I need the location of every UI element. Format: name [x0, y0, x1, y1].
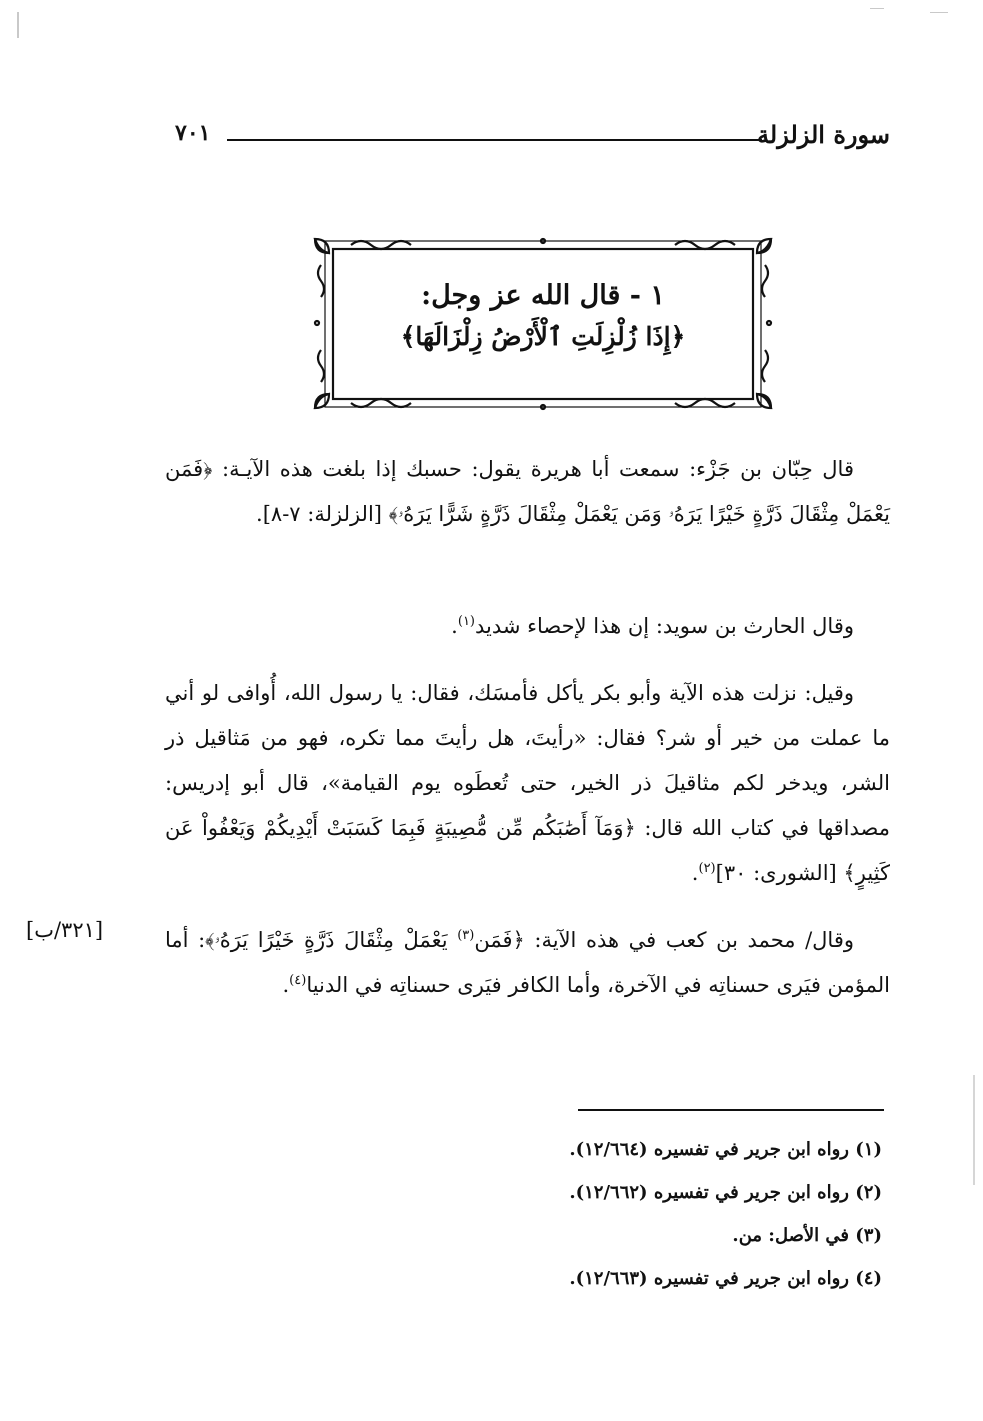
scan-edge-mark	[17, 12, 19, 38]
footnote-1: (١) رواه ابن جرير في تفسيره (١٢/٦٦٤).	[569, 1139, 882, 1160]
footnote-2: (٢) رواه ابن جرير في تفسيره (١٢/٦٦٢).	[569, 1182, 882, 1203]
footnote-marker: (٤)	[289, 973, 307, 988]
scan-edge-mark	[930, 12, 948, 13]
box-verse: ﴿إِذَا زُلْزِلَتِ ٱلْأَرْضُ زِلْزَالَهَا﴾	[400, 322, 686, 351]
footnote-marker: (٣)	[457, 928, 475, 943]
quran-verse: ﴿فَمَن يَعْمَلْ مِثْقَالَ ذَرَّةٍ خَيْرًا يَرَهُۥ وَمَن يَعْمَلْ مِثْقَالَ ذَرَّةٍ شَرًّا يَرَهُۥ﴾	[165, 457, 890, 526]
paragraph-muhammad-ibn-kab	[165, 918, 890, 1008]
footnote-3: (٣) في الأصل: من.	[732, 1225, 882, 1246]
sentence-end: .	[451, 614, 458, 638]
paragraph-text: وقيل: نزلت هذه الآية وأبو بكر يأكل فأمسَك، فقال: يا رسول الله، أُوافى لو أني ما عملت من خير أو شر؟ فقال: «رأيتَ، هل رأيتَ مما تكره، فهو من مَثاقيل ذر الشر، ويدخر لكم مثاقيلَ ذر الخير، حتى تُعطَوه يوم القيامة»، قال أبو إدريس: مصداقها في كتاب الله قال:	[165, 681, 890, 840]
paragraph-harith	[165, 604, 890, 649]
quran-verse-end: يَعْمَلْ مِثْقَالَ ذَرَّةٍ خَيْرًا يَرَهُۥ﴾	[205, 928, 448, 952]
running-header	[175, 118, 890, 158]
sentence-end: .	[691, 861, 699, 885]
manuscript-folio-note: [٣٢١/ب]	[26, 918, 104, 942]
header-rule	[227, 139, 762, 141]
paragraph-abu-bakr	[165, 671, 890, 896]
quran-verse-start: ﴿فَمَن	[474, 928, 525, 952]
scan-edge-mark	[973, 1075, 975, 1185]
footnote-4: (٤) رواه ابن جرير في تفسيره (١٢/٦٦٣).	[569, 1268, 882, 1289]
footnote-separator	[578, 1109, 884, 1111]
scan-edge-mark	[870, 8, 884, 9]
quran-verse: ﴿وَمَآ أَصَٰبَكُم مِّن مُّصِيبَةٍ فَبِمَا كَسَبَتْ أَيْدِيكُمْ وَيَعْفُواْ عَن كَثِيرٍ﴾	[165, 816, 890, 885]
verse-reference: [الشورى: ٣٠]	[715, 861, 837, 885]
paragraph-text: : أما المؤمن فيَرى حسناتِه في الآخرة، وأما الكافر فيَرى حسناتِه في الدنيا	[165, 928, 890, 997]
paragraph-text: قال حِبّان بن جَزْء: سمعت أبا هريرة يقول: حسبك إذا بلغت هذه الآيـة:	[222, 457, 854, 481]
page-number: ٧٠١	[175, 120, 211, 146]
ornamental-verse-box	[311, 235, 775, 412]
footnotes	[400, 1128, 882, 1300]
box-heading: ١ - قال الله عز وجل:	[421, 280, 665, 311]
verse-reference: [الزلزلة: ٧-٨].	[256, 502, 382, 526]
sentence-end: .	[282, 973, 290, 997]
surah-title: سورة الزلزلة	[757, 120, 890, 149]
paragraph-hibban	[165, 447, 890, 537]
paragraph-text: وقال الحارث بن سويد: إن هذا لإحصاء شديد	[475, 614, 854, 638]
paragraph-text: وقال/ محمد بن كعب في هذه الآية:	[534, 928, 854, 952]
footnote-marker: (١)	[457, 614, 475, 629]
footnote-marker: (٢)	[698, 861, 716, 876]
